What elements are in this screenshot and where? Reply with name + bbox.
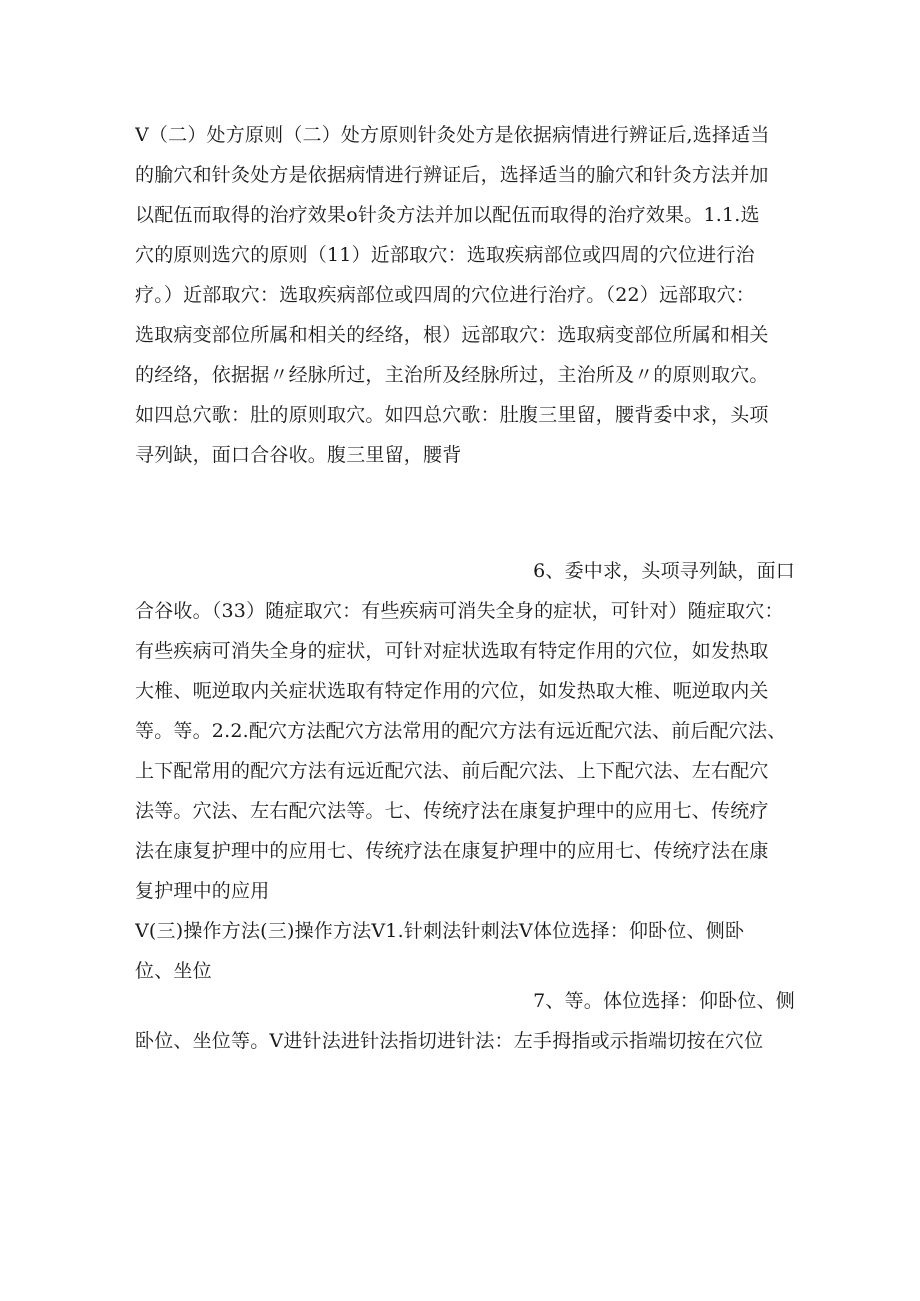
paragraph-point-selection	[135, 551, 795, 991]
paragraph-operation-method	[135, 981, 795, 1061]
text-line: 合谷收。（33）随症取穴：有些疾病可消失全身的症状，可针对）随症取穴：	[135, 600, 784, 622]
text-line: 以配伍而取得的治疗效果o针灸方法并加以配伍而取得的治疗效果。1.1.选	[135, 204, 760, 226]
text-line: 的经络，依据据〃经脉所过，主治所及经脉所过，主治所及〃的原则取穴。	[135, 364, 769, 386]
text-line: 6、委中求，头项寻列缺，面口	[533, 560, 795, 582]
text-line: 有些疾病可消失全身的症状，可针对症状选取有特定作用的穴位，如发热取	[135, 640, 769, 662]
text-line: 如四总穴歌：肚的原则取穴。如四总穴歌：肚腹三里留，腰背委中求，头项	[135, 404, 769, 426]
text-line: 选取病变部位所属和相关的经络，根）远部取穴：选取病变部位所属和相关	[135, 324, 769, 346]
text-line: 法在康复护理中的应用七、传统疗法在康复护理中的应用七、传统疗法在康	[135, 840, 769, 862]
text-line: 疗。）近部取穴：选取疾病部位或四周的穴位进行治疗。（22）远部取穴：	[135, 284, 755, 306]
text-line: 位、坐位	[135, 960, 212, 982]
text-line: 寻列缺，面口合谷收。腹三里留，腰背	[135, 444, 462, 466]
text-line: 上下配常用的配穴方法有远近配穴法、前后配穴法、上下配穴法、左右配穴	[135, 760, 769, 782]
text-line: 7、等。体位选择：仰卧位、侧	[533, 990, 795, 1012]
text-line: 的腧穴和针灸处方是依据病情进行辨证后，选择适当的腧穴和针灸方法并加	[135, 164, 769, 186]
text-line: 等。等。2.2.配穴方法配穴方法常用的配穴方法有远近配穴法、前后配穴法、	[135, 720, 787, 742]
text-line: 卧位、坐位等。V进针法进针法指切进针法：左手拇指或示指端切按在穴位	[135, 1030, 764, 1052]
text-line: V（二）处方原则（二）处方原则针灸处方是依据病情进行辨证后,选择适当	[135, 124, 770, 146]
text-line: 法等。穴法、左右配穴法等。七、传统疗法在康复护理中的应用七、传统疗	[135, 800, 769, 822]
text-line: V(三)操作方法(三)操作方法V1.针刺法针刺法V体位选择：仰卧位、侧卧	[135, 920, 745, 942]
text-line: 穴的原则选穴的原则（11）近部取穴：选取疾病部位或四周的穴位进行治	[135, 244, 755, 266]
text-line: 复护理中的应用	[135, 880, 270, 902]
text-line: 大椎、呃逆取内关症状选取有特定作用的穴位，如发热取大椎、呃逆取内关	[135, 680, 769, 702]
paragraph-prescription-principles	[135, 115, 795, 475]
